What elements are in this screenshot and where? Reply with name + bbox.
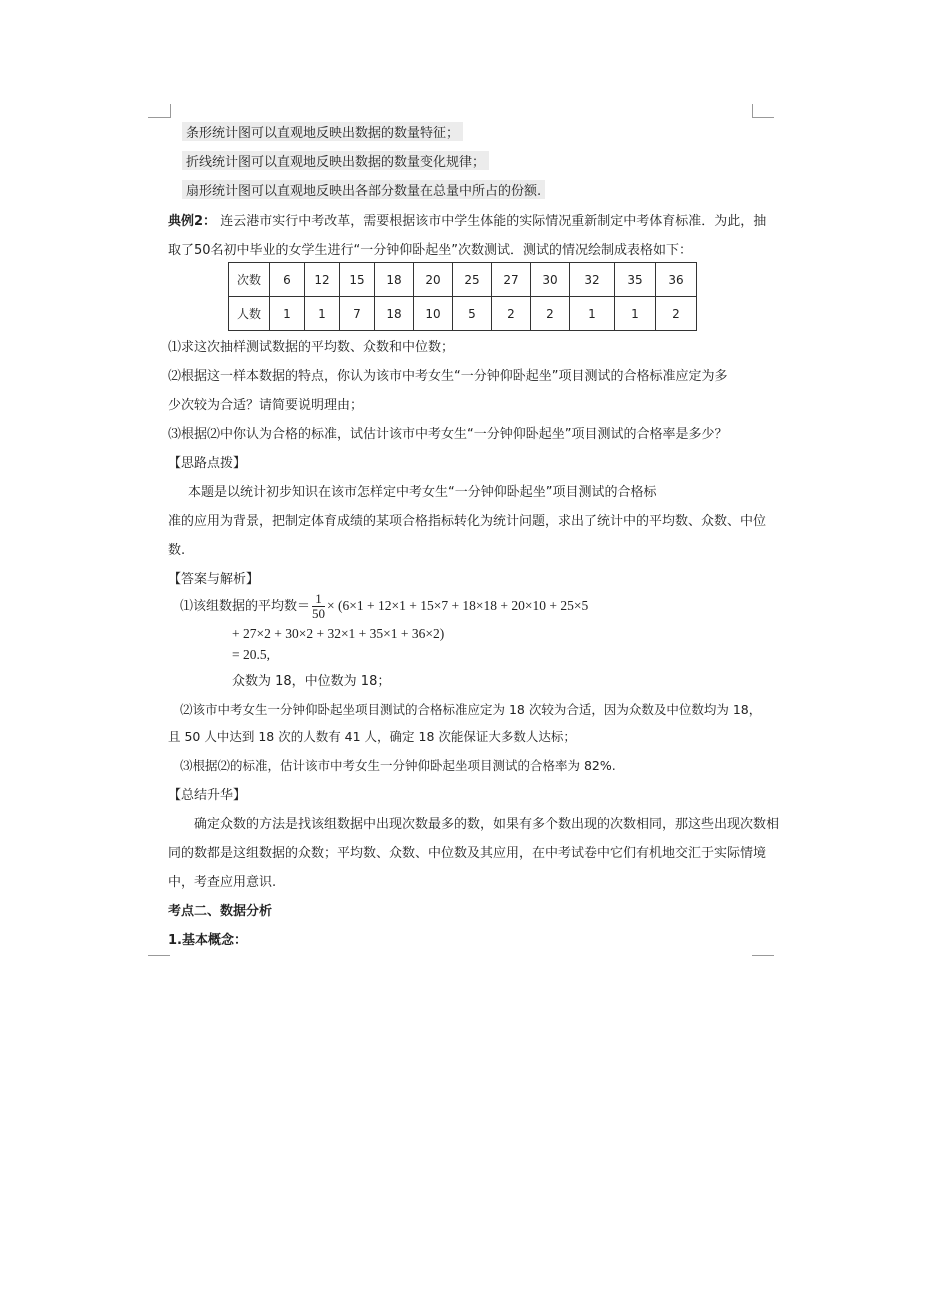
example-intro-line-1	[168, 210, 766, 229]
mean-equation-line-1	[180, 592, 588, 621]
crop-mark-bottom-left	[148, 955, 170, 956]
mean-equation-line-3: = 20.5,	[232, 647, 270, 662]
table-cell: 5	[453, 297, 492, 331]
table-cell: 2	[656, 297, 697, 331]
table-cell: 2	[492, 297, 531, 331]
hint-paragraph-1: 本题是以统计初步知识在该市怎样定中考女生“一分钟仰卧起坐”项目测试的合格标	[188, 485, 657, 500]
mean-label: ⑴该组数据的平均数＝	[180, 599, 311, 614]
table-cell: 1	[570, 297, 615, 331]
question-2-line-1: ⑵根据这一样本数据的特点，你认为该市中考女生“一分钟仰卧起坐”项目测试的合格标准应定为多	[168, 369, 728, 384]
answer-3: ⑶根据⑵的标准，估计该市中考女生一分钟仰卧起坐项目测试的合格率为 82%.	[180, 758, 616, 773]
mode-median-result: 众数为 18，中位数为 18；	[232, 674, 391, 689]
example-label: 典例2：	[168, 214, 217, 229]
table-cell: 25	[453, 263, 492, 297]
section-subtitle: 1.基本概念：	[168, 933, 247, 948]
question-3: ⑶根据⑵中你认为合格的标准，试估计该市中考女生“一分钟仰卧起坐”项目测试的合格率是多少？	[168, 427, 728, 442]
table-cell: 27	[492, 263, 531, 297]
table-cell: 35	[615, 263, 656, 297]
summary-line-line: 折线统计图可以直观地反映出数据的数量变化规律；	[182, 151, 489, 170]
crop-mark-top-left-v	[170, 104, 171, 118]
crop-mark-top-left	[148, 117, 170, 118]
crop-mark-top-right	[752, 117, 774, 118]
table-cell: 人数	[229, 297, 270, 331]
table-cell: 18	[375, 263, 414, 297]
mean-equation-line-2: + 27×2 + 30×2 + 32×1 + 35×1 + 36×2)	[232, 626, 445, 641]
crop-mark-bottom-right	[752, 955, 774, 956]
question-2-line-2: 少次较为合适？请简要说明理由；	[168, 398, 364, 413]
conclusion-heading: 【总结升华】	[168, 788, 247, 803]
hint-paragraph-2: 准的应用为背景，把制定体育成绩的某项合格指标转化为统计问题，求出了统计中的平均数、众数、中位	[168, 514, 767, 529]
summary-line-pie: 扇形统计图可以直观地反映出各部分数量在总量中所占的份额.	[182, 180, 545, 199]
table-cell: 12	[305, 263, 340, 297]
conclusion-paragraph-1: 确定众数的方法是找该组数据中出现次数最多的数，如果有多个数出现的次数相同，那这些出现次数相	[194, 817, 780, 832]
table-row	[229, 297, 697, 331]
table-cell: 30	[531, 263, 570, 297]
section-title: 考点二、数据分析	[168, 904, 273, 919]
table-cell: 1	[615, 297, 656, 331]
table-cell: 10	[414, 297, 453, 331]
conclusion-paragraph-2: 同的数都是这组数据的众数；平均数、众数、中位数及其应用，在中考试卷中它们有机地交汇于实际情境	[168, 846, 767, 861]
question-1: ⑴求这次抽样测试数据的平均数、众数和中位数；	[168, 340, 455, 355]
table-cell: 36	[656, 263, 697, 297]
fraction-denominator: 50	[312, 606, 326, 621]
table-cell: 18	[375, 297, 414, 331]
table-cell: 6	[270, 263, 305, 297]
mean-equation-text-1: × (6×1 + 12×1 + 15×7 + 18×18 + 20×10 + 25×5	[327, 598, 589, 613]
hint-paragraph-3: 数.	[168, 543, 186, 558]
example-intro-line-2: 取了50名初中毕业的女学生进行“一分钟仰卧起坐”次数测试．测试的情况绘制成表格如下：	[168, 243, 693, 258]
conclusion-paragraph-3: 中，考查应用意识.	[168, 875, 277, 890]
table-cell: 7	[340, 297, 375, 331]
fraction-one-fiftieth	[312, 592, 325, 621]
example-intro-text-1: 连云港市实行中考改革，需要根据该市中学生体能的实际情况重新制定中考体育标准．为此，抽	[220, 214, 767, 229]
table-cell: 1	[270, 297, 305, 331]
answer-2-line-2: 且 50 人中达到 18 次的人数有 41 人，确定 18 次能保证大多数人达标；	[168, 729, 576, 744]
table-cell: 2	[531, 297, 570, 331]
crop-mark-top-right-v	[752, 104, 753, 118]
situps-table	[228, 262, 697, 331]
table-cell: 1	[305, 297, 340, 331]
table-cell: 15	[340, 263, 375, 297]
summary-line-bar: 条形统计图可以直观地反映出数据的数量特征；	[182, 122, 463, 141]
table-cell: 32	[570, 263, 615, 297]
table-cell: 20	[414, 263, 453, 297]
fraction-numerator: 1	[312, 592, 325, 607]
table-row	[229, 263, 697, 297]
answer-2-line-1: ⑵该市中考女生一分钟仰卧起坐项目测试的合格标准应定为 18 次较为合适，因为众数及中位数均为 18，	[180, 702, 762, 717]
answer-heading: 【答案与解析】	[168, 572, 260, 587]
hint-heading: 【思路点拨】	[168, 456, 247, 471]
table-cell: 次数	[229, 263, 270, 297]
